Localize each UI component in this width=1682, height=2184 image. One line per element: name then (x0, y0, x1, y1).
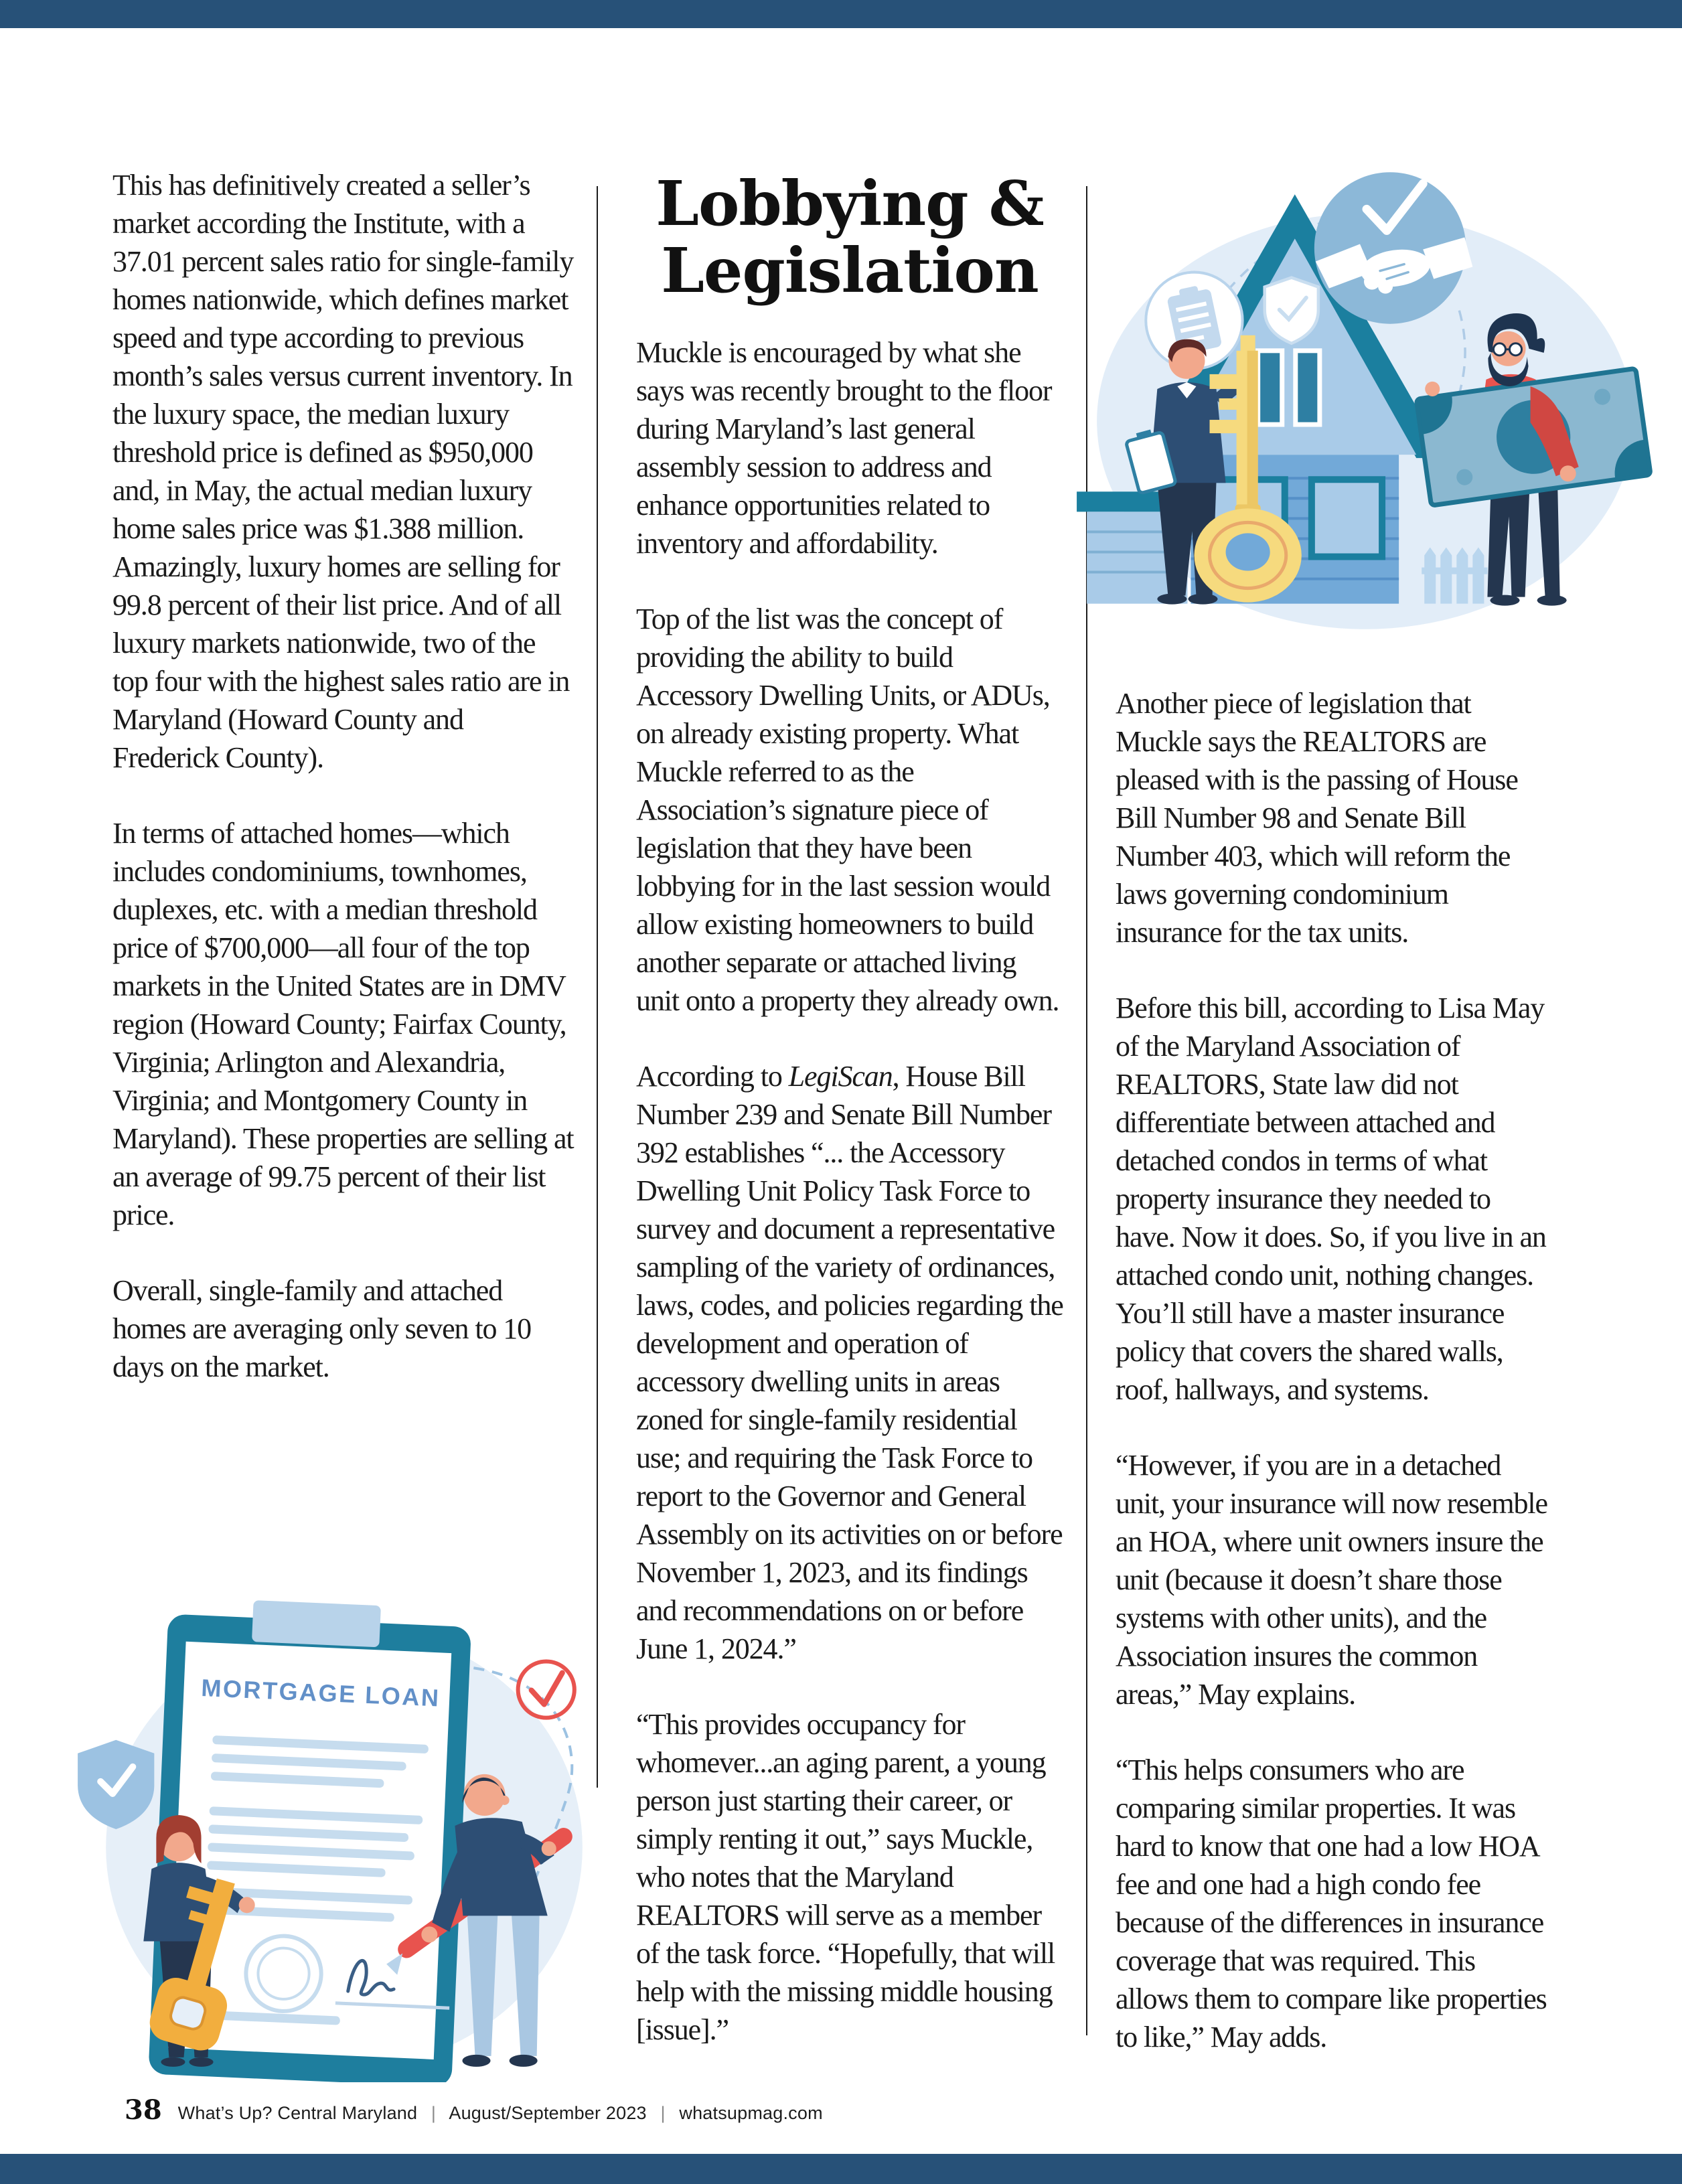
footer-separator: | (660, 2103, 666, 2123)
body-paragraph: Another piece of legislation that Muckle says the REALTORS are pleased with is the passing of House Bill Number 98 and Senate Bill Number 403, which will reform the laws governing condominium insurance for the tax units. (1116, 687, 1518, 949)
footer-separator: | (431, 2103, 437, 2123)
website-url: whatsupmag.com (679, 2103, 823, 2123)
magazine-name: What’s Up? Central Maryland (177, 2103, 418, 2123)
body-paragraph: This has definitively created a seller’s market according the Institute, with a 37.01 percent sales ratio for single-family homes nationwide, which defines market speed and type according to previous month’s sales versus current inventory. In the luxury space, the median luxury threshold price is defined as $950,000 and, in May, the actual median luxury home sales price was $1.388 million. Amazingly, luxury homes are selling for 99.8 percent of their list price. And of all luxury markets nationwide, two of the top four with the highest sales ratio are in Maryland (Howard County and Frederick County). (112, 169, 574, 774)
mortgage-loan-illustration (52, 1545, 623, 2082)
top-bar (0, 0, 1682, 28)
body-paragraph: “However, if you are in a detached unit, your insurance will now resemble an HOA, where unit owners insure the unit (because it doesn’t share those systems with other units), and the Association insures the common areas,” May explains. (1116, 1449, 1547, 1711)
body-paragraph: Before this bill, according to Lisa May of the Maryland Association of REALTORS, State law did not differentiate between attached and detached condos in terms of what property insurance they needed to have. Now it does. So, if you live in an attached condo unit, nothing changes. You’ll still have a master insurance policy that covers the shared walls, roof, hallways, and systems. (1116, 992, 1546, 1406)
house-sale-illustration (1057, 153, 1661, 656)
bottom-bar (0, 2154, 1682, 2184)
column-2 (636, 167, 1063, 2086)
mortgage-loan-title: MORTGAGE LOAN (200, 1674, 441, 1712)
page-footer (125, 2094, 823, 2126)
body-paragraph: “This provides occupancy for whomever...an aging parent, a young person just starting their career, or simply renting it out,” says Muckle, who notes that the Maryland REALTORS will serve as a member of the task force. “Hopefully, that will help with the missing middle housing [issue].” (636, 1708, 1055, 2046)
issue-date: August/September 2023 (449, 2103, 647, 2123)
body-paragraph: Overall, single-family and attached homes are averaging only seven to 10 days on the market. (112, 1274, 532, 1383)
body-paragraph: In terms of attached homes—which includes condominiums, townhomes, duplexes, etc. with a median threshold price of $700,000—all four of the top markets in the United States are in DMV region (Howard County; Fairfax County, Virginia; Arlington and Alexandria, Virginia; and Montgomery County in Maryland). These properties are selling at an average of 99.75 percent of their list price. (112, 817, 574, 1231)
article-heading: Lobbying & Legislation (656, 167, 1044, 307)
body-paragraph: According to LegiScan, House Bill Number 239 and Senate Bill Number 392 establishes “... the Accessory Dwelling Unit Policy Task Force to survey and document a representative sampling of the variety of ordinances, laws, codes, and policies regarding the development and operation of accessory dwelling units in areas zoned for single-family residential use; and requiring the Task Force to report to the Governor and General Assembly on its activities on or before November 1, 2023, and its findings and recommendations on or before June 1, 2024.” (636, 1060, 1063, 1665)
body-paragraph: “This helps consumers who are comparing similar properties. It was hard to know that one had a low HOA fee and one had a high condo fee because of the differences in insurance coverage that was required. This allows them to compare like properties to like,” May adds. (1116, 1753, 1547, 2053)
check-icon (518, 1661, 575, 1717)
body-paragraph: Top of the list was the concept of providing the ability to build Accessory Dwelling Units, or ADUs, on already existing property. What Muckle referred to as the Association’s signature piece of legislation that they have been lobbying for in the last session would allow existing homeowners to build another separate or attached living unit onto a property they already own. (636, 603, 1059, 1017)
column-2-body (636, 333, 1063, 2049)
body-paragraph: Muckle is encouraged by what she says was recently brought to the floor during Maryland’s last general assembly session to address and enhance opportunities related to inventory and affordability. (636, 336, 1052, 560)
page-number: 38 (125, 2094, 162, 2126)
footer-meta (178, 2103, 823, 2124)
column-1 (112, 166, 576, 1423)
column-3 (1116, 684, 1551, 2094)
